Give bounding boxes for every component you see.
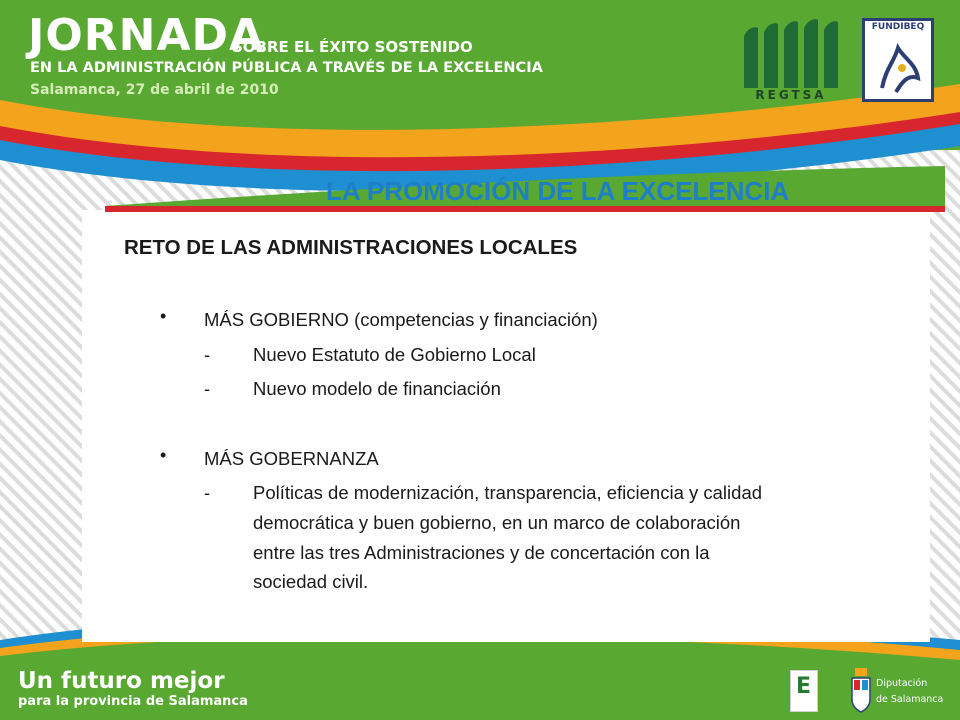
bullet-1-item-2: Nuevo modelo de financiación xyxy=(253,378,501,399)
diputacion-label-1: Diputación xyxy=(876,678,928,689)
slide-subtitle: RETO DE LAS ADMINISTRACIONES LOCALES xyxy=(124,236,578,259)
dash-marker: - xyxy=(204,482,211,503)
content-card xyxy=(82,210,930,642)
slide-title: LA PROMOCIÓN DE LA EXCELENCIA xyxy=(326,176,790,206)
bullet-2-item-line-2: democrática y buen gobierno, en un marco de colaboración xyxy=(253,512,741,533)
bullet-2-item-line-1: Políticas de modernización, transparencia, eficiencia y calidad xyxy=(253,482,763,503)
fundibeq-emblem xyxy=(872,38,926,96)
regtsa-label: REGTSA xyxy=(755,88,827,102)
bullet-2-text: MÁS GOBERNANZA xyxy=(204,448,379,469)
dash-marker: - xyxy=(204,378,211,399)
bullet-2-item-line-3: entre las tres Administraciones y de concertación con la xyxy=(253,542,710,563)
event-subtitle-1: SOBRE EL ÉXITO SOSTENIDO xyxy=(232,38,473,56)
excellence-badge-letter: E xyxy=(796,674,812,699)
bullet-1-marker: • xyxy=(160,306,167,326)
footer-slogan: Un futuro mejor xyxy=(18,668,225,694)
bullet-1-text: MÁS GOBIERNO (competencias y financiación) xyxy=(204,309,598,330)
fundibeq-label: FUNDIBEQ xyxy=(871,22,925,32)
event-subtitle-2: EN LA ADMINISTRACIÓN PÚBLICA A TRAVÉS DE LA EXCELENCIA xyxy=(30,60,543,76)
bullet-1-item-1: Nuevo Estatuto de Gobierno Local xyxy=(253,344,536,365)
bullet-2-marker: • xyxy=(160,445,167,465)
bullet-2-item-line-4: sociedad civil. xyxy=(253,571,369,592)
diputacion-label-2: de Salamanca xyxy=(876,694,944,705)
footer-slogan-sub: para la provincia de Salamanca xyxy=(18,694,248,709)
dash-marker: - xyxy=(204,344,211,365)
diputacion-crest-icon xyxy=(850,666,872,714)
event-title: JORNADA xyxy=(28,10,265,61)
event-date: Salamanca, 27 de abril de 2010 xyxy=(30,82,279,98)
